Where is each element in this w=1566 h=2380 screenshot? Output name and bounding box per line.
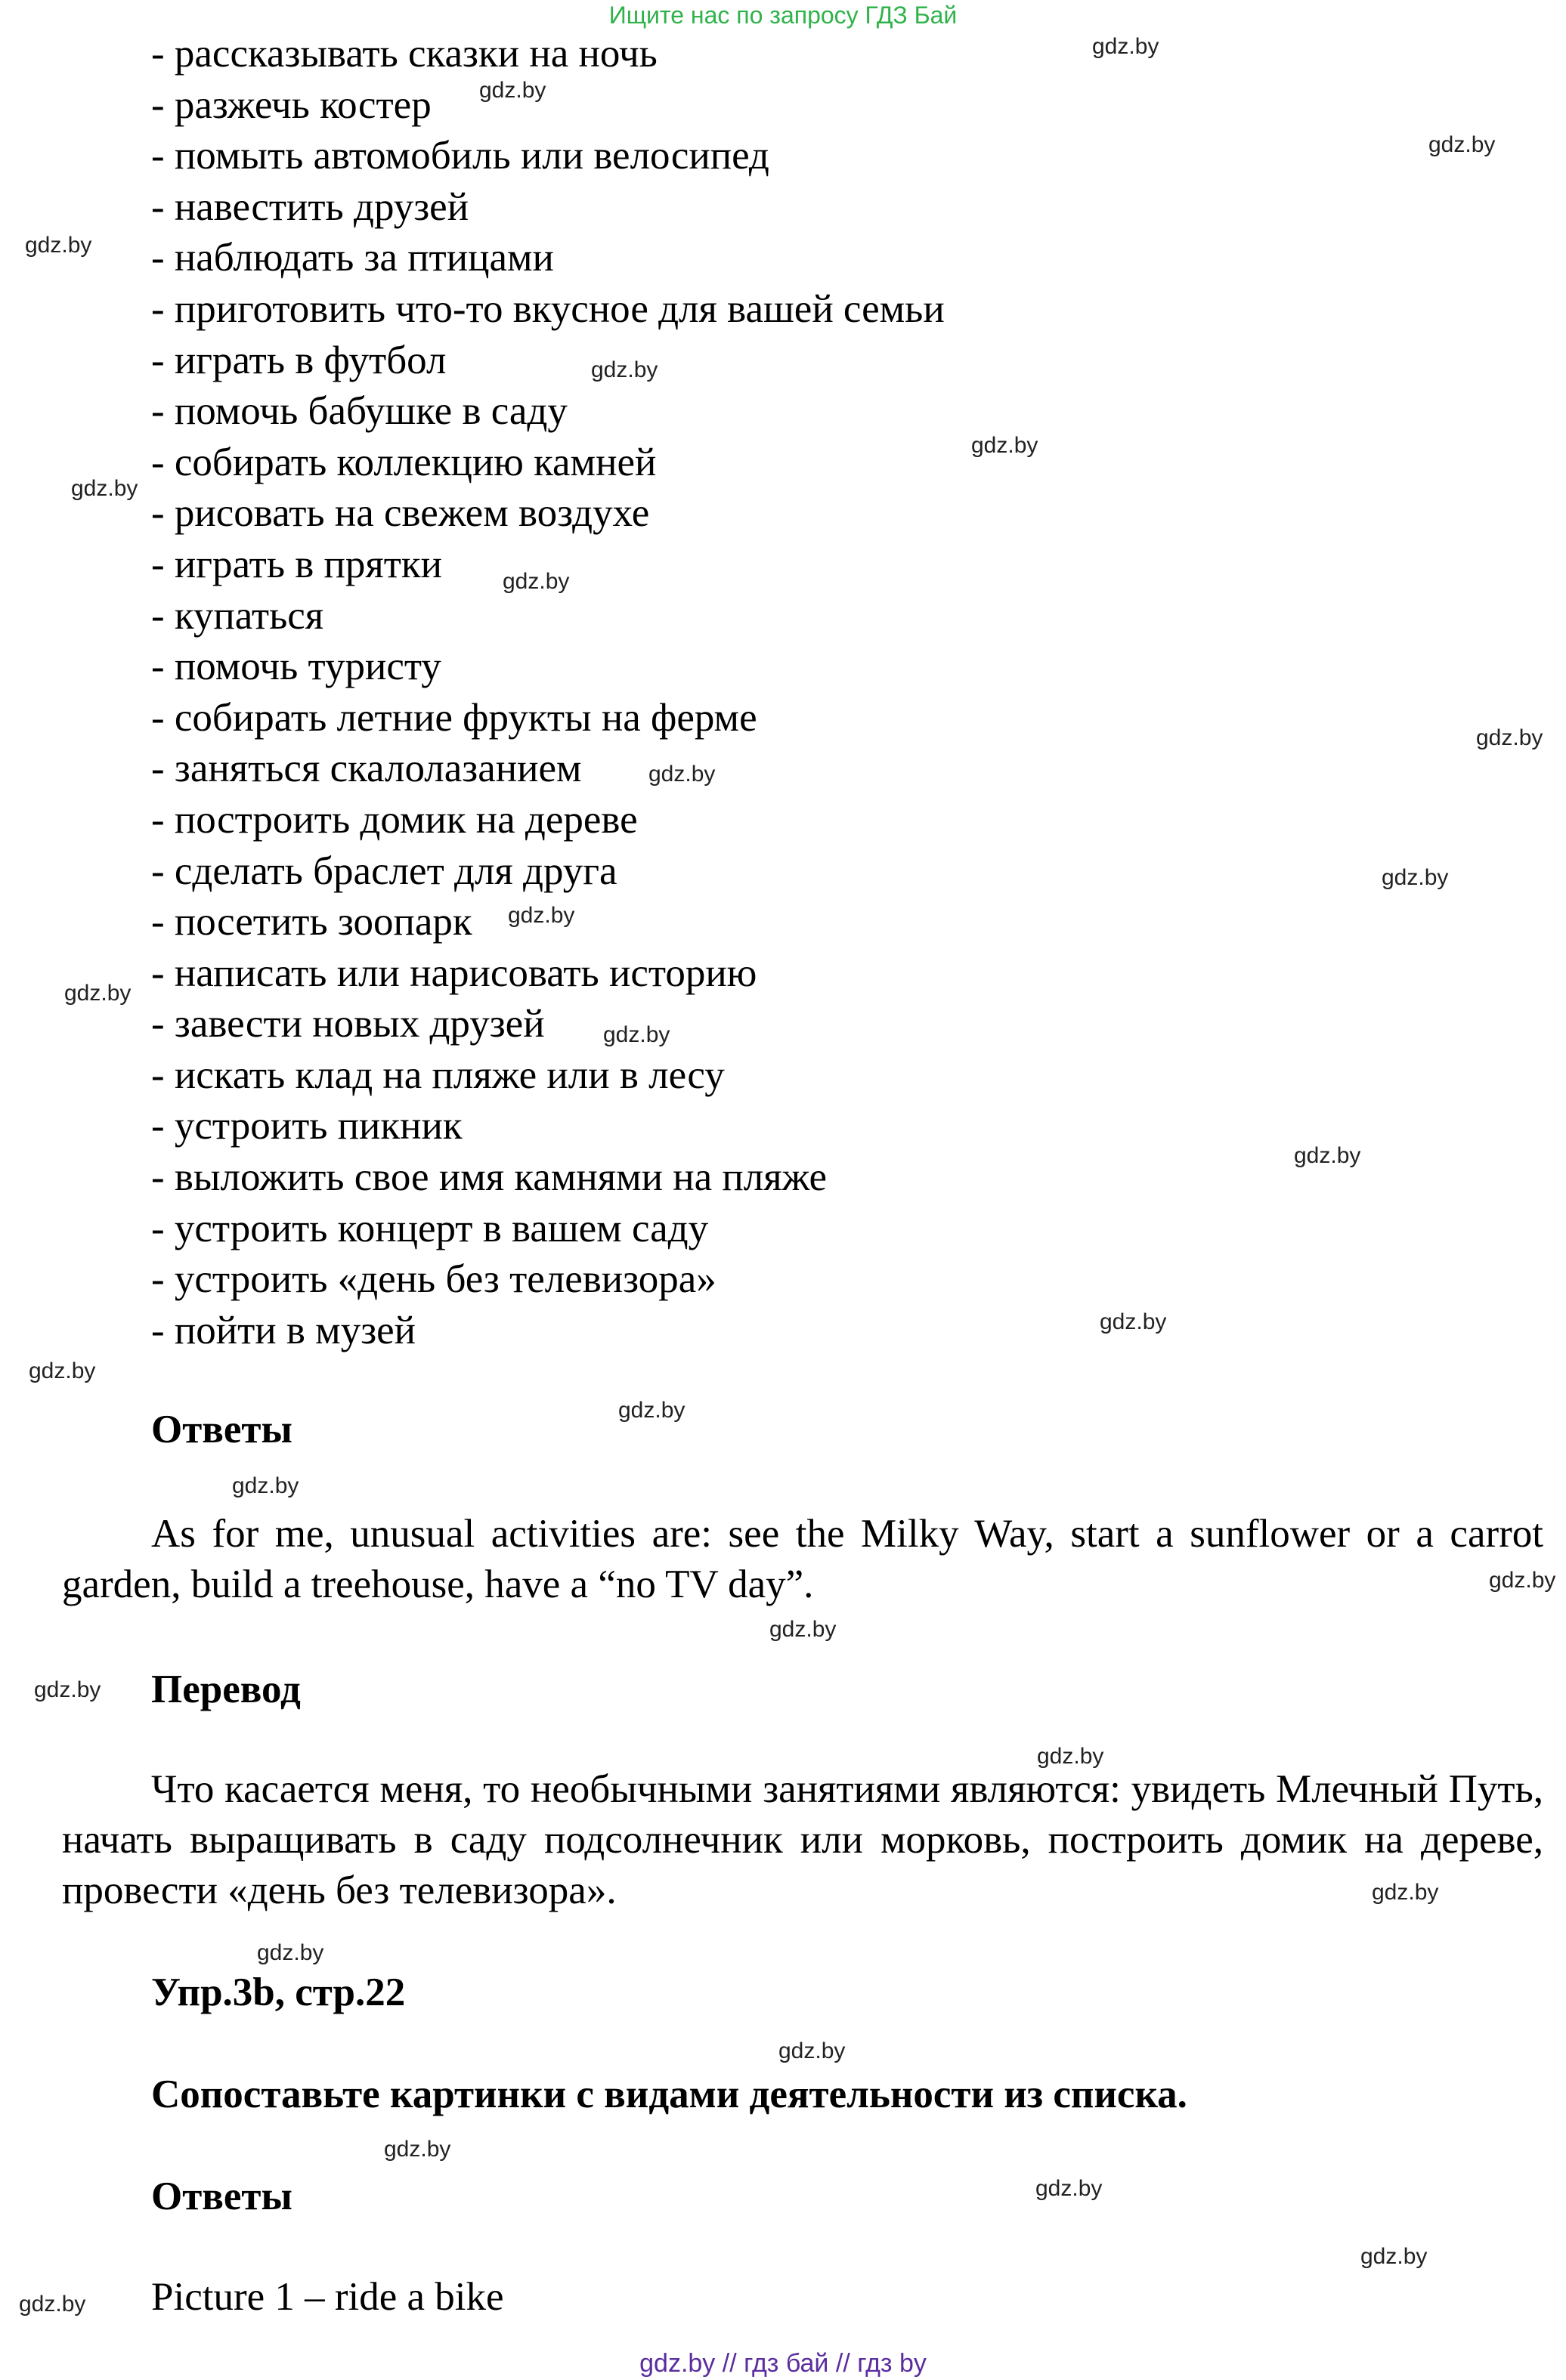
- list-item: - рисовать на свежем воздухе: [151, 491, 650, 536]
- watermark: gdz.by: [971, 433, 1038, 458]
- watermark: gdz.by: [19, 2292, 86, 2317]
- watermark: gdz.by: [1035, 2176, 1103, 2201]
- watermark: gdz.by: [591, 357, 658, 382]
- list-item: - играть в футбол: [151, 338, 447, 382]
- watermark: gdz.by: [232, 1473, 299, 1498]
- list-item: - помочь бабушке в саду: [151, 389, 568, 434]
- list-item: - посетить зоопарк: [151, 900, 472, 944]
- watermark: gdz.by: [257, 1940, 324, 1965]
- watermark: gdz.by: [1360, 2244, 1428, 2269]
- picture-answer: Picture 1 – ride a bike: [151, 2275, 504, 2319]
- top-banner[interactable]: Ищите нас по запросу ГДЗ Бай: [608, 2, 958, 29]
- answers-heading: Ответы: [151, 1408, 292, 1451]
- list-item: - купаться: [151, 593, 324, 638]
- list-item: - собирать летние фрукты на ферме: [151, 695, 757, 740]
- watermark: gdz.by: [769, 1617, 837, 1642]
- list-item: - устроить «день без телевизора»: [151, 1257, 716, 1302]
- watermark: gdz.by: [71, 476, 138, 501]
- list-item: - устроить пикник: [151, 1104, 463, 1148]
- list-item: - собирать коллекцию камней: [151, 440, 657, 484]
- watermark: gdz.by: [1100, 1309, 1167, 1334]
- watermark: gdz.by: [479, 78, 546, 103]
- list-item: - написать или нарисовать историю: [151, 950, 757, 995]
- watermark: gdz.by: [1037, 1744, 1104, 1769]
- list-item: - разжечь костер: [151, 82, 432, 127]
- watermark: gdz.by: [1294, 1143, 1361, 1168]
- exercise-instruction: Сопоставьте картинки с видами деятельности из списка.: [151, 2072, 1187, 2116]
- watermark: gdz.by: [1092, 34, 1159, 59]
- watermark: gdz.by: [384, 2137, 451, 2162]
- list-item: - завести новых друзей: [151, 1002, 545, 1046]
- translation-paragraph: Что касается меня, то необычными занятиями являются: увидеть Млечный Путь, начать выращивать в саду подсолнечник или морковь, построить домик на дереве, провести «день без телевизора».: [62, 1767, 1543, 1912]
- list-item: - построить домик на дереве: [151, 797, 638, 842]
- watermark: gdz.by: [1428, 132, 1496, 157]
- answers-heading-2: Ответы: [151, 2174, 292, 2218]
- watermark: gdz.by: [1382, 865, 1449, 890]
- list-item: - пойти в музей: [151, 1308, 416, 1352]
- watermark: gdz.by: [1372, 1880, 1439, 1905]
- watermark: gdz.by: [778, 2038, 846, 2063]
- watermark: gdz.by: [34, 1677, 101, 1702]
- list-item: - приготовить что-то вкусное для вашей семьи: [151, 286, 945, 331]
- list-item: - выложить свое имя камнями на пляже: [151, 1155, 828, 1200]
- watermark: gdz.by: [603, 1022, 670, 1047]
- list-item: - сделать браслет для друга: [151, 848, 617, 893]
- list-item: - помочь туристу: [151, 644, 441, 689]
- watermark: gdz.by: [618, 1398, 686, 1423]
- watermark: gdz.by: [503, 569, 570, 594]
- watermark: gdz.by: [648, 762, 716, 787]
- list-item: - навестить друзей: [151, 184, 469, 229]
- list-item: - играть в прятки: [151, 542, 443, 586]
- watermark: gdz.by: [29, 1358, 96, 1383]
- watermark: gdz.by: [25, 233, 92, 258]
- watermark: gdz.by: [1476, 725, 1543, 750]
- activity-list: [151, 29, 945, 1356]
- list-item: - рассказывать сказки на ночь: [151, 32, 658, 76]
- watermark: gdz.by: [64, 981, 132, 1006]
- list-item: - наблюдать за птицами: [151, 236, 554, 280]
- list-item: - помыть автомобиль или велосипед: [151, 134, 769, 178]
- exercise-title: Упр.3b, стр.22: [151, 1970, 406, 2014]
- list-item: - устроить концерт в вашем саду: [151, 1206, 709, 1250]
- list-item: - искать клад на пляже или в лесу: [151, 1052, 725, 1097]
- watermark: gdz.by: [508, 903, 575, 928]
- list-item: - заняться скалолазанием: [151, 746, 582, 791]
- answer-paragraph: As for me, unusual activities are: see the Milky Way, start a sunflower or a carrot garden, build a treehouse, have a “no TV day”.: [62, 1512, 1543, 1606]
- translation-heading: Перевод: [151, 1668, 301, 1711]
- footer-links[interactable]: gdz.by // гдз бай // гдз by: [639, 2349, 927, 2378]
- watermark: gdz.by: [1489, 1568, 1556, 1593]
